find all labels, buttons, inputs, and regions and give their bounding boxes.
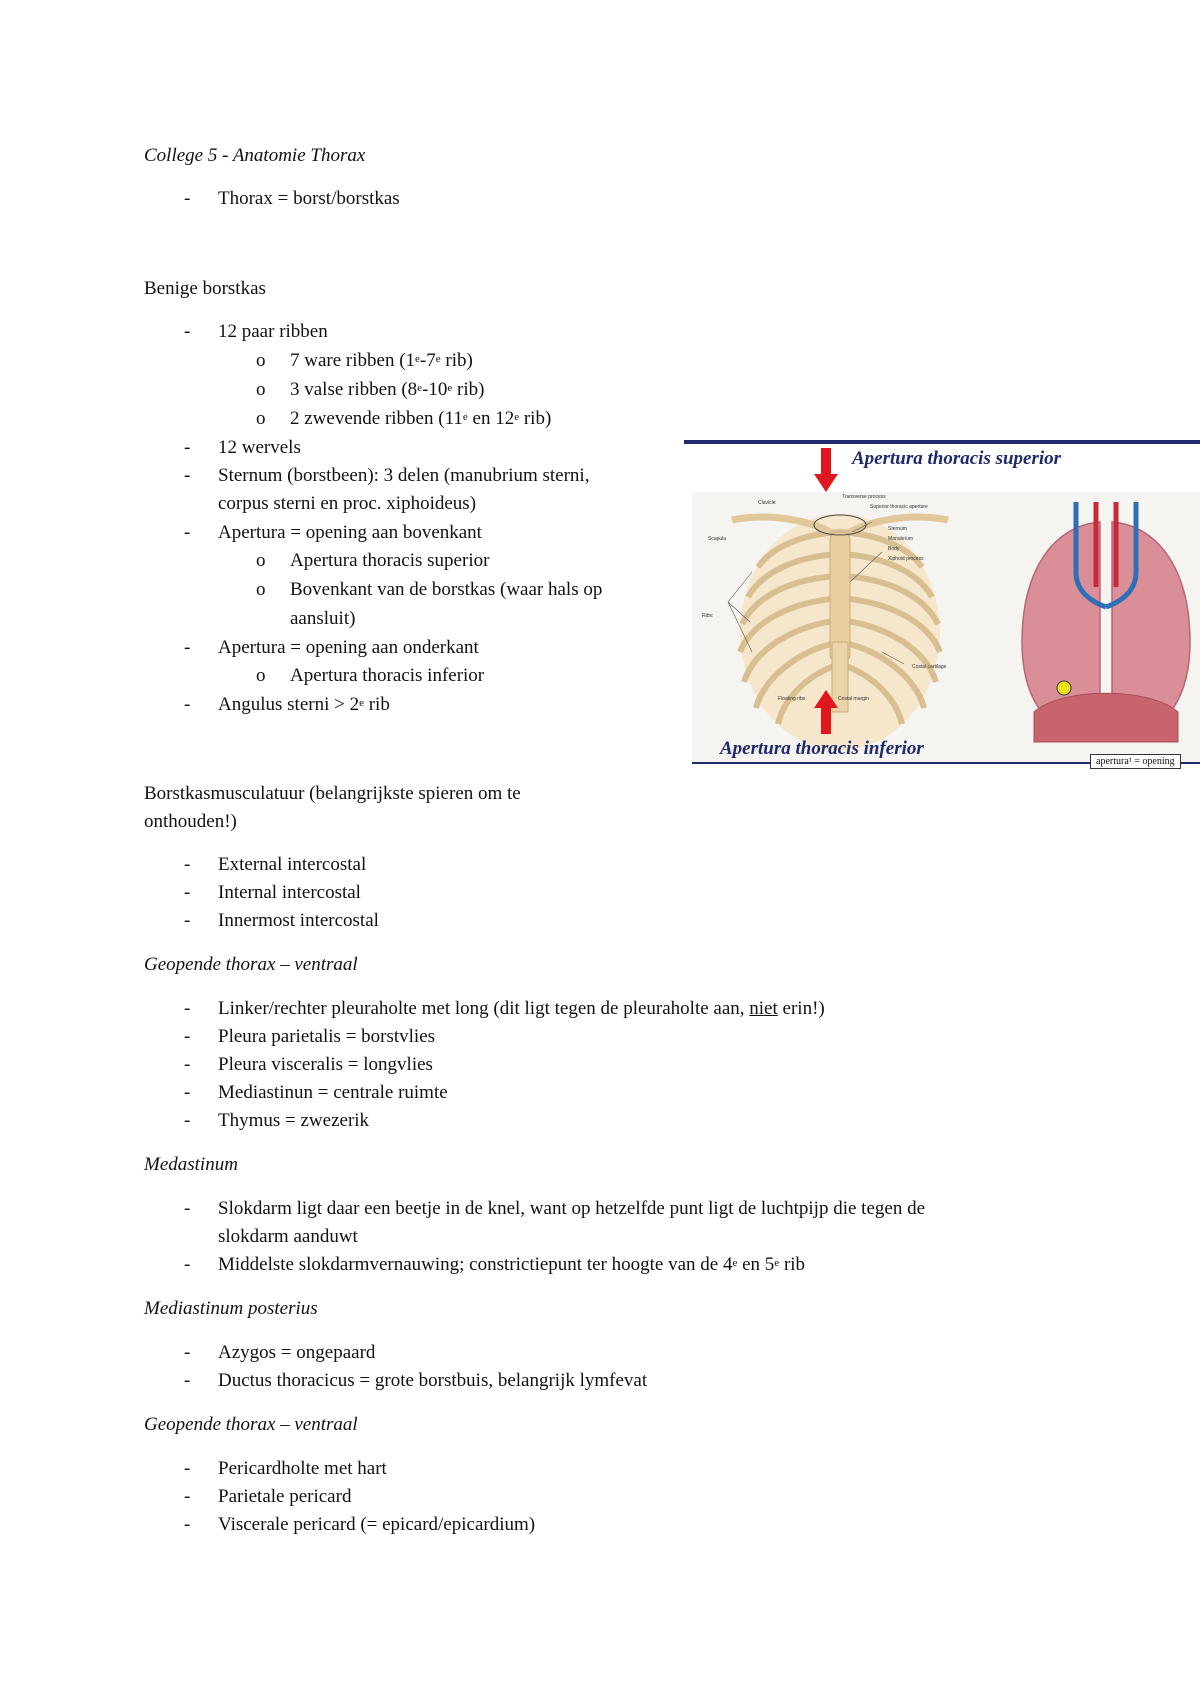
list-dash: - <box>184 637 191 658</box>
figure-top-rule <box>684 440 1200 444</box>
list-item: Apertura = opening aan onderkant <box>218 637 479 658</box>
list-dash: - <box>184 1370 191 1391</box>
list-item: Pleura visceralis = longvlies <box>218 1054 433 1075</box>
list-dash: - <box>184 854 191 875</box>
label-transverse: Transverse process <box>842 494 886 500</box>
sub-bullet: o <box>256 408 266 429</box>
list-item: Azygos = ongepaard <box>218 1342 376 1363</box>
section-heading-benige-borstkas: Benige borstkas <box>144 278 266 299</box>
list-item: Middelste slokdarmvernauwing; constrictiepunt ter hoogte van de 4e en 5e rib <box>218 1254 806 1275</box>
list-subitem: 7 ware ribben (1e-7e rib) <box>290 350 473 371</box>
sub-bullet: o <box>256 665 266 686</box>
label-sternum: Sternum <box>888 526 907 532</box>
list-item: Viscerale pericard (= epicard/epicardium) <box>218 1514 536 1535</box>
list-subitem: Apertura thoracis superior <box>290 550 490 571</box>
figure-title-superior: Apertura thoracis superior <box>852 448 1062 469</box>
list-item: Apertura = opening aan bovenkant <box>218 522 482 543</box>
list-item-continuation: corpus sterni en proc. xiphoideus) <box>218 493 477 514</box>
list-dash: - <box>184 882 191 903</box>
list-dash: - <box>184 1486 191 1507</box>
label-floating-ribs: Floating ribs <box>778 696 806 702</box>
list-dash: - <box>184 437 191 458</box>
label-manubrium: Manubrium <box>888 536 914 542</box>
list-item: Linker/rechter pleuraholte met long (dit ligt tegen de pleuraholte aan, niet erin!) <box>218 998 825 1019</box>
list-dash: - <box>184 1082 191 1103</box>
list-item: Thymus = zwezerik <box>218 1110 370 1131</box>
list-subitem: Apertura thoracis inferior <box>290 665 485 686</box>
figure-note: apertura¹ = opening <box>1090 754 1181 769</box>
label-costal-cartilage: Costal cartilage <box>912 664 947 670</box>
section-heading-geopende-thorax-2: Geopende thorax – ventraal <box>144 1414 358 1435</box>
list-dash: - <box>184 321 191 342</box>
label-sup-aperture: Superior thoracic aperture <box>870 504 928 510</box>
section-heading-musculatuur: Borstkasmusculatuur (belangrijkste spieren om te <box>144 783 521 804</box>
list-item-continuation: slokdarm aanduwt <box>218 1226 358 1247</box>
label-ribs: Ribs: <box>702 613 714 619</box>
list-item: Innermost intercostal <box>218 910 379 931</box>
marker-dot <box>1057 681 1071 695</box>
ribcage-lungs-illustration <box>692 492 1200 762</box>
label-scapula: Scapula <box>708 536 727 542</box>
list-item: Internal intercostal <box>218 882 361 903</box>
ribcage-illustration <box>732 514 948 750</box>
sub-bullet: o <box>256 379 266 400</box>
sub-bullet: o <box>256 350 266 371</box>
section-heading-continuation: onthouden!) <box>144 811 237 832</box>
list-subitem: 3 valse ribben (8e-10e rib) <box>290 379 485 400</box>
arrow-down-icon <box>814 448 838 494</box>
section-heading-medastinum: Medastinum <box>144 1154 238 1175</box>
list-subitem-continuation: aansluit) <box>290 608 356 629</box>
list-item: Sternum (borstbeen): 3 delen (manubrium sterni, <box>218 465 590 486</box>
list-dash: - <box>184 1342 191 1363</box>
sub-bullet: o <box>256 579 266 600</box>
list-dash: - <box>184 522 191 543</box>
list-dash: - <box>184 1026 191 1047</box>
list-subitem: Bovenkant van de borstkas (waar hals op <box>290 579 603 600</box>
document-title: College 5 - Anatomie Thorax <box>144 145 366 166</box>
list-item: Parietale pericard <box>218 1486 352 1507</box>
list-dash: - <box>184 1458 191 1479</box>
list-dash: - <box>184 694 191 715</box>
list-item: Ductus thoracicus = grote borstbuis, belangrijk lymfevat <box>218 1370 648 1391</box>
list-item: 12 paar ribben <box>218 321 328 342</box>
label-body: Body <box>888 546 900 552</box>
label-clavicle: Clavicle <box>758 500 776 506</box>
list-item: Mediastinun = centrale ruimte <box>218 1082 448 1103</box>
list-dash: - <box>184 465 191 486</box>
arrow-up-icon <box>814 688 838 734</box>
list-dash: - <box>184 1198 191 1219</box>
figure-illustration-panel <box>692 492 1200 764</box>
list-dash: - <box>184 1514 191 1535</box>
list-item: Pericardholte met hart <box>218 1458 387 1479</box>
figure-title-inferior: Apertura thoracis inferior <box>720 738 924 759</box>
section-heading-geopende-thorax: Geopende thorax – ventraal <box>144 954 358 975</box>
list-item: Angulus sterni > $2^e$ rib <box>218 694 390 715</box>
list-item: Pleura parietalis = borstvlies <box>218 1026 436 1047</box>
section-heading-mediastinum-posterius: Mediastinum posterius <box>144 1298 318 1319</box>
intro-item: Thorax = borst/borstkas <box>218 188 400 209</box>
list-item: 12 wervels <box>218 437 301 458</box>
label-costal-margin: Costal margin <box>838 696 869 702</box>
list-item: Slokdarm ligt daar een beetje in de knel, want op hetzelfde punt ligt de luchtpijp die tegen de <box>218 1198 925 1219</box>
list-subitem: 2 zwevende ribben (11e en 12e rib) <box>290 408 552 429</box>
list-item: External intercostal <box>218 854 367 875</box>
sub-bullet: o <box>256 550 266 571</box>
label-xiphoid: Xiphoid process <box>888 556 924 562</box>
lungs-illustration <box>1022 502 1190 742</box>
list-dash: - <box>184 910 191 931</box>
list-dash: - <box>184 1054 191 1075</box>
list-dash: - <box>184 1254 191 1275</box>
list-dash: - <box>184 1110 191 1131</box>
thorax-figure <box>684 436 1200 778</box>
list-dash: - <box>184 998 191 1019</box>
list-dash: - <box>184 188 191 209</box>
